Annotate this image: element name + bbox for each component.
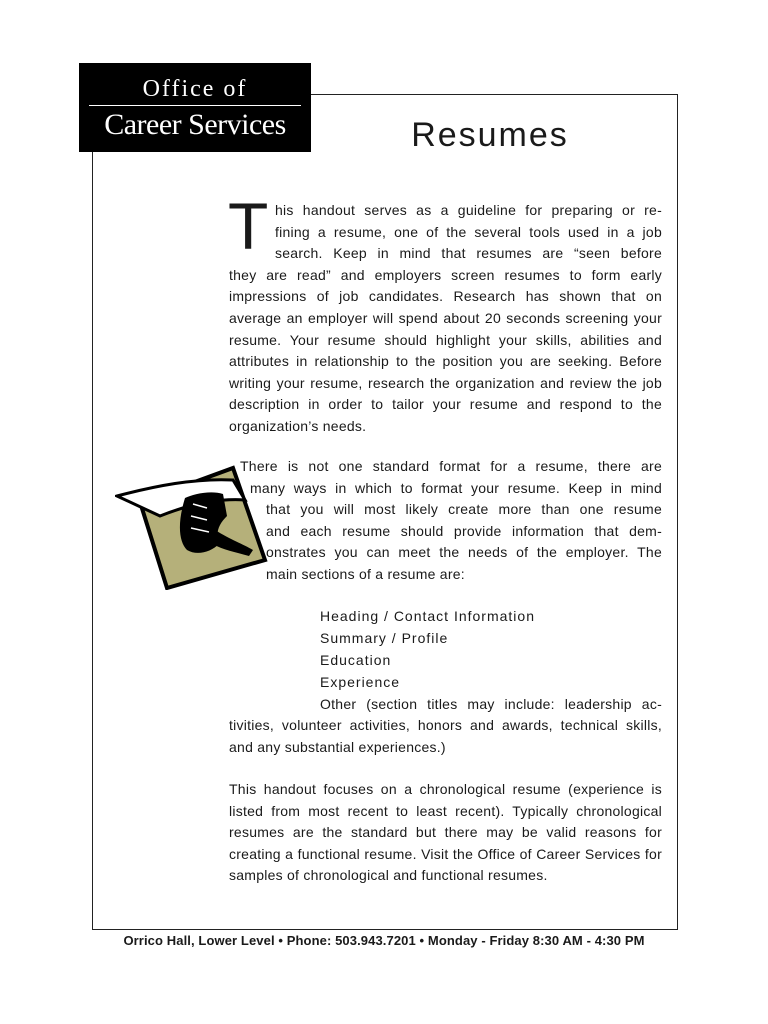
footer-contact-info: Orrico Hall, Lower Level • Phone: 503.943.7201 • Monday - Friday 8:30 AM - 4:30 PM <box>123 933 645 948</box>
office-logo <box>79 63 311 152</box>
list-item: Heading / Contact Information <box>320 608 535 624</box>
formats-line-5: onstrates you can meet the needs of the employer. The <box>266 544 662 561</box>
drop-cap: T <box>228 189 269 263</box>
other-continuation: tivities, volunteer activities, honors and awards, technical skills, and any substantial experiences.) <box>229 717 662 755</box>
list-item-other: Other (section titles may include: leadership ac- <box>320 695 662 712</box>
intro-line-1: his handout serves as a guideline for preparing or re- <box>275 202 662 218</box>
formats-line-6: main sections of a resume are: <box>266 566 465 582</box>
formats-line-1: There is not one standard format for a resume, there are <box>240 458 662 474</box>
intro-body: they are read” and employers screen resumes to form early impressions of job candidates. Research has shown that on average an employer will spend about 20 seconds screening your resume. Your resume should highlight your skills, abilities and attributes in relationship to the position you are seeking. Before writing your resume, research the organization and review the job description in order to tailor your resume and respond to the organization’s needs. <box>229 266 662 434</box>
logo-line-1: Office of <box>142 76 248 102</box>
list-item: Experience <box>320 674 401 690</box>
formats-line-3: that you will most likely create more than one resume <box>266 501 662 518</box>
list-item: Education <box>320 652 392 668</box>
intro-line-3: search. Keep in mind that resumes are “seen before <box>275 245 662 262</box>
logo-line-2: Career Services <box>104 108 286 141</box>
closing-paragraph: This handout focuses on a chronological resume (experience is listed from most recent to least recent). Typically chronological resumes are the standard but there may be valid reasons for creating a functional resume. Visit the Office of Career Services for samples of chronological and functional resumes. <box>229 781 662 884</box>
logo-rule <box>89 105 301 106</box>
page-title: Resumes <box>411 116 569 154</box>
formats-line-2: many ways in which to format your resume. Keep in mind <box>250 479 662 496</box>
formats-line-4: and each resume should provide information that dem- <box>266 522 662 539</box>
list-item: Summary / Profile <box>320 630 449 646</box>
intro-line-2: fining a resume, one of the several tools used in a job <box>275 223 662 240</box>
